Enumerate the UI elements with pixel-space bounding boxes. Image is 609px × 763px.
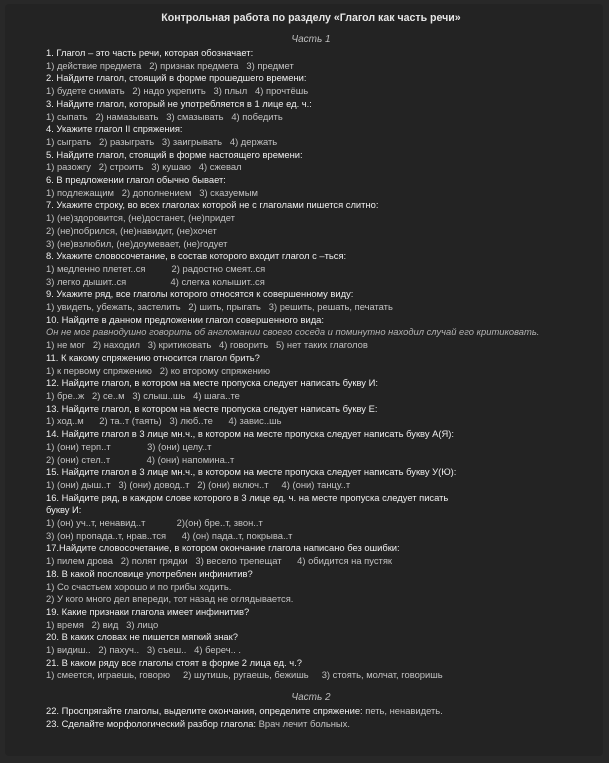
- task-line: [46, 718, 576, 731]
- document-body: [46, 10, 576, 731]
- answer-options-line: 1) действие предмета 2) признак предмета 3) предмет: [46, 59, 294, 71]
- task-instruction: 23. Сделайте морфологический разбор глагола:: [46, 717, 257, 729]
- question-line: 6. В предложении глагол обычно бывает:: [46, 174, 226, 186]
- part-1-questions: [46, 47, 576, 682]
- question-line: 2. Найдите глагол, стоящий в форме прошедшего времени:: [46, 72, 307, 84]
- question-line: 18. В какой пословице употреблен инфинитив?: [46, 567, 253, 579]
- question-line: 19. Какие признаки глагола имеет инфинитив?: [46, 605, 250, 617]
- part-2-questions: [46, 705, 576, 730]
- quoted-sentence: Он не мог равнодушно говорить об англомании своего соседа и поминутно находил случай его критиковать.: [46, 326, 540, 338]
- answer-options-line: 1) подлежащим 2) дополнением 3) сказуемым: [46, 186, 258, 198]
- task-words: Врач лечит больных.: [256, 717, 350, 729]
- answer-options-line: 1) время 2) вид 3) лицо: [46, 618, 159, 630]
- answer-options-line: 2) (не)побрился, (не)навидит, (не)хочет: [46, 224, 217, 236]
- answer-options-line: 1) (они) дыш..т 3) (они) довод..т 2) (они) включ..т 4) (они) танцу..т: [46, 478, 351, 490]
- task-line: [46, 705, 576, 718]
- question-line: 14. Найдите глагол в 3 лице мн.ч., в котором на месте пропуска следует написать букву А(Я):: [46, 428, 454, 440]
- answer-options-line: 1) увидеть, убежать, застелить 2) шить, прыгать 3) решить, решать, печатать: [46, 301, 393, 313]
- question-line: букву И:: [46, 504, 82, 516]
- answer-options-line: 3) легко дышит..ся 4) слегка колышит..ся: [46, 275, 265, 287]
- answer-options-line: 1) медленно плетет..ся 2) радостно смеят..ся: [46, 262, 266, 274]
- part-1-heading: Часть 1: [291, 34, 331, 45]
- question-line: 15. Найдите глагол в 3 лице мн.ч., в котором на месте пропуска следует написать букву У(Ю):: [46, 466, 457, 478]
- answer-options-line: 1) сыграть 2) разыграть 3) заигрывать 4) держать: [46, 135, 278, 147]
- answer-options-line: 2) (они) стел..т 4) (они) напомина..т: [46, 453, 235, 465]
- answer-options-line: 1) разожгу 2) строить 3) кушаю 4) сжевал: [46, 161, 242, 173]
- answer-options-line: 1) видиш.. 2) пахуч.. 3) съеш.. 4) береч.. .: [46, 644, 242, 656]
- question-line: 3. Найдите глагол, который не употребляется в 1 лице ед. ч.:: [46, 97, 312, 109]
- task-words: петь, ненавидеть.: [362, 705, 443, 717]
- answer-options-line: 1) (он) уч..т, ненавид..т 2)(он) бре..т, звон..т: [46, 517, 263, 529]
- answer-options-line: 1) пилем дрова 2) полят грядки 3) весело трепещат 4) обидится на пустяк: [46, 555, 392, 567]
- question-line: 5. Найдите глагол, стоящий в форме настоящего времени:: [46, 148, 303, 160]
- answer-options-line: 2) У кого много дел впереди, тот назад не оглядывается.: [46, 593, 294, 605]
- question-line: 8. Укажите словосочетание, в состав которого входит глагол с –ться:: [46, 250, 347, 262]
- task-instruction: 22. Проспрягайте глаголы, выделите окончания, определите спряжение:: [46, 705, 363, 717]
- question-line: 20. В каких словах не пишется мягкий знак?: [46, 631, 238, 643]
- answer-options-line: 1) (они) терп..т 3) (они) целу..т: [46, 440, 212, 452]
- question-line: 11. К какому спряжению относится глагол брить?: [46, 351, 260, 363]
- answer-options-line: 1) бре..ж 2) се..м 3) слыш..шь 4) шага..те: [46, 389, 240, 401]
- answer-options-line: 1) смеется, играешь, говорю 2) шутишь, ругаешь, бежишь 3) стоять, молчат, говоришь: [46, 669, 443, 681]
- answer-options-line: 1) ход..м 2) та..т (таять) 3) люб..те 4) завис..шь: [46, 415, 282, 427]
- question-line: 9. Укажите ряд, все глаголы которого относятся к совершенному виду:: [46, 288, 354, 300]
- question-line: 13. Найдите глагол, в котором на месте пропуска следует написать букву Е:: [46, 402, 378, 414]
- question-line: 21. В каком ряду все глаголы стоят в форме 2 лица ед. ч.?: [46, 656, 302, 668]
- question-line: 17.Найдите словосочетание, в котором окончание глагола написано без ошибки:: [46, 542, 400, 554]
- answer-options-line: 3) (он) пропада..т, нрав..тся 4) (он) пада..т, покрыва..т: [46, 529, 293, 541]
- question-line: 12. Найдите глагол, в котором на месте пропуска следует написать букву И:: [46, 377, 378, 389]
- answer-options-line: 1) Со счастьем хорошо и по грибы ходить.: [46, 580, 232, 592]
- question-line: 4. Укажите глагол II спряжения:: [46, 123, 183, 135]
- question-line: 16. Найдите ряд, в каждом слове которого в 3 лице ед. ч. на месте пропуска следует писать: [46, 491, 449, 503]
- document-page: [5, 4, 603, 756]
- answer-options-line: 1) (не)здоровится, (не)достанет, (не)придет: [46, 212, 235, 224]
- answer-options-line: 1) к первому спряжению 2) ко второму спряжению: [46, 364, 271, 376]
- question-line: 7. Укажите строку, во всех глаголах которой не с глаголами пишется слитно:: [46, 199, 379, 211]
- answer-options-line: 1) не мог 2) находил 3) критиковать 4) говорить 5) нет таких глаголов: [46, 339, 368, 351]
- question-line: 1. Глагол – это часть речи, которая обозначает:: [46, 47, 254, 58]
- question-line: 10. Найдите в данном предложении глагол совершенного вида:: [46, 313, 324, 325]
- answer-options-line: 1) сыпать 2) намазывать 3) смазывать 4) победить: [46, 110, 283, 122]
- answer-options-line: 3) (не)взлюбил, (не)доумевает, (не)годует: [46, 237, 228, 249]
- document-title: Контрольная работа по разделу «Глагол как часть речи»: [161, 12, 461, 24]
- part-2-heading: Часть 2: [291, 692, 331, 704]
- answer-options-line: 1) будете снимать 2) надо укрепить 3) плыл 4) прочтёшь: [46, 85, 309, 97]
